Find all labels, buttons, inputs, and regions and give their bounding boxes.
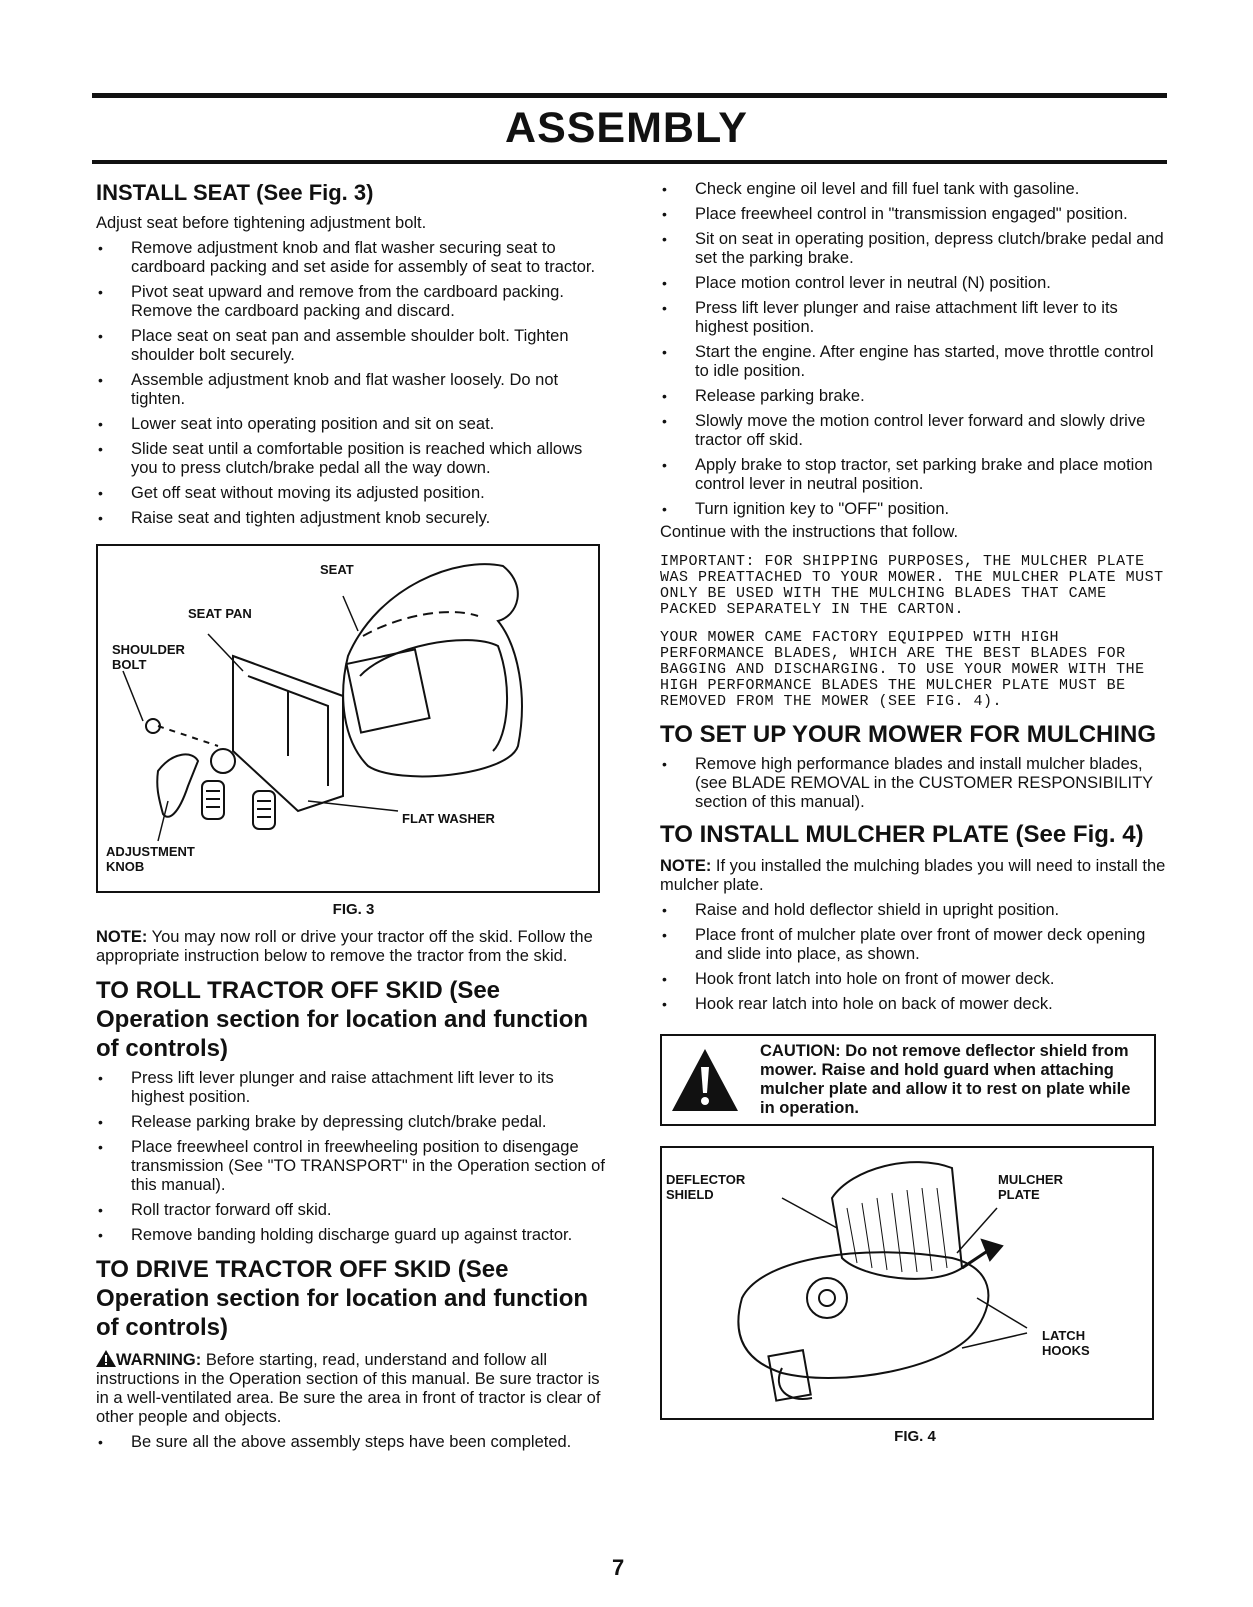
fig3-illustration (96, 544, 600, 893)
list-item: • Slide seat until a comfortable position is reached which allows you to press clutch/brake pedal all the way down. (96, 440, 611, 478)
list-item: • Pivot seat upward and remove from the cardboard packing. Remove the cardboard packing and discard. (96, 283, 611, 321)
continue-text: Continue with the instructions that follow. (660, 523, 959, 541)
label-seat-pan: SEAT PAN (188, 606, 252, 621)
label-latch-hooks: LATCH HOOKS (1042, 1328, 1090, 1358)
fig3-caption: FIG. 3 (332, 901, 375, 918)
install-plate-steps (660, 901, 1170, 1014)
warning-icon (96, 1350, 116, 1367)
list-item: • Be sure all the above assembly steps have been completed. (96, 1433, 611, 1452)
list-item: • Assemble adjustment knob and flat washer loosely. Do not tighten. (96, 371, 611, 409)
install-seat-heading: INSTALL SEAT (See Fig. 3) (96, 180, 374, 205)
list-item: • Hook front latch into hole on front of mower deck. (660, 970, 1170, 989)
warning-text: Before starting, read, understand and follow all instructions in the Operation section of this manual. Be sure tractor is in a well-ventilated area. Be sure the area in front of tractor is clear of other people and objects. (96, 1351, 601, 1426)
list-item: • Apply brake to stop tractor, set parking brake and place motion control lever in neutral position. (660, 456, 1170, 494)
list-item: • Remove banding holding discharge guard up against tractor. (96, 1226, 611, 1245)
factory-blades-notice: YOUR MOWER CAME FACTORY EQUIPPED WITH HIGH PERFORMANCE BLADES, WHICH ARE THE BEST BLADES FOR BAGGING AND DISCHARGING. TO USE YOUR MOWER WITH THE HIGH PERFORMANCE BLADES THE MULCHER PLATE MUST BE REMOVED FROM THE MOWER (SEE FIG. 4). (660, 629, 1145, 710)
note-label: NOTE: (96, 928, 148, 946)
list-item: • Remove high performance blades and install mulcher blades, (see BLADE REMOVAL in the CUSTOMER RESPONSIBILITY section of this manual). (660, 755, 1170, 812)
label-seat: SEAT (320, 562, 354, 577)
list-item: • Turn ignition key to "OFF" position. (660, 500, 1170, 519)
list-item: • Place motion control lever in neutral (N) position. (660, 274, 1170, 293)
caution-text: CAUTION: Do not remove deflector shield from mower. Raise and hold guard when attaching mulcher plate and allow it to rest on plate while in operation. (760, 1042, 1131, 1117)
drive-off-steps (96, 1433, 611, 1452)
setup-mulching-steps (660, 755, 1170, 812)
list-item: • Press lift lever plunger and raise attachment lift lever to its highest position. (660, 299, 1170, 337)
list-item: • Get off seat without moving its adjusted position. (96, 484, 611, 503)
list-item: • Place seat on seat pan and assemble shoulder bolt. Tighten shoulder bolt securely. (96, 327, 611, 365)
list-item: • Release parking brake by depressing clutch/brake pedal. (96, 1113, 611, 1132)
note-label: NOTE: (660, 857, 712, 875)
label-flat-washer: FLAT WASHER (402, 811, 495, 826)
skid-note (96, 928, 611, 966)
install-plate-heading: TO INSTALL MULCHER PLATE (See Fig. 4) (660, 821, 1144, 848)
label-deflector-shield: DEFLECTOR SHIELD (666, 1172, 746, 1202)
list-item: • Place freewheel control in "transmission engaged" position. (660, 205, 1170, 224)
drive-off-heading: TO DRIVE TRACTOR OFF SKID (See Operation section for location and function of controls) (96, 1256, 589, 1341)
install-seat-intro: Adjust seat before tightening adjustment bolt. (96, 214, 427, 232)
warning-label: WARNING: (116, 1351, 202, 1369)
fig4-caption: FIG. 4 (894, 1428, 936, 1445)
list-item: • Lower seat into operating position and sit on seat. (96, 415, 611, 434)
list-item: • Raise seat and tighten adjustment knob securely. (96, 509, 611, 528)
right-column (660, 180, 1170, 1445)
list-item: • Raise and hold deflector shield in upright position. (660, 901, 1170, 920)
list-item: • Remove adjustment knob and flat washer securing seat to cardboard packing and set aside for assembly of seat to tractor. (96, 239, 611, 277)
list-item: • Check engine oil level and fill fuel tank with gasoline. (660, 180, 1170, 199)
caution-triangle-icon (670, 1047, 740, 1113)
caution-box (660, 1034, 1156, 1126)
note-text: You may now roll or drive your tractor off the skid. Follow the appropriate instruction below to remove the tractor from the skid. (96, 928, 593, 965)
fig4-illustration (660, 1146, 1154, 1420)
install-seat-steps (96, 239, 611, 528)
roll-off-steps (96, 1069, 611, 1245)
list-item: • Place freewheel control in freewheeling position to disengage transmission (See "TO TRANSPORT" in the Operation section of this manual). (96, 1138, 611, 1195)
list-item: • Release parking brake. (660, 387, 1170, 406)
label-mulcher-plate: MULCHER PLATE (998, 1172, 1063, 1202)
title-underline (92, 160, 1167, 164)
page-title: ASSEMBLY (505, 104, 748, 152)
setup-mulching-heading: TO SET UP YOUR MOWER FOR MULCHING (660, 721, 1157, 748)
list-item: • Start the engine. After engine has started, move throttle control to idle position. (660, 343, 1170, 381)
top-rule (92, 93, 1167, 98)
drive-off-steps-continued (660, 180, 1170, 519)
roll-off-heading: TO ROLL TRACTOR OFF SKID (See Operation section for location and function of controls) (96, 977, 589, 1062)
note-text: If you installed the mulching blades you will need to install the mulcher plate. (660, 857, 1166, 894)
seat-assembly-drawing (98, 546, 598, 891)
drive-warning (96, 1350, 611, 1427)
install-plate-note (660, 857, 1170, 895)
page-number: 7 (612, 1555, 625, 1580)
list-item: • Roll tractor forward off skid. (96, 1201, 611, 1220)
label-adjustment-knob: ADJUSTMENT KNOB (106, 844, 195, 874)
important-notice: IMPORTANT: FOR SHIPPING PURPOSES, THE MULCHER PLATE WAS PREATTACHED TO YOUR MOWER. THE MULCHER PLATE MUST ONLY BE USED WITH THE MULCHING BLADES THAT CAME PACKED SEPARATELY IN THE CARTON. (660, 553, 1164, 618)
left-column (96, 180, 611, 1452)
list-item: • Hook rear latch into hole on back of mower deck. (660, 995, 1170, 1014)
list-item: • Slowly move the motion control lever forward and slowly drive tractor off skid. (660, 412, 1170, 450)
label-shoulder-bolt: SHOULDER BOLT (112, 642, 185, 672)
list-item: • Sit on seat in operating position, depress clutch/brake pedal and set the parking brake. (660, 230, 1170, 268)
list-item: • Press lift lever plunger and raise attachment lift lever to its highest position. (96, 1069, 611, 1107)
list-item: • Place front of mulcher plate over front of mower deck opening and slide into place, as shown. (660, 926, 1170, 964)
